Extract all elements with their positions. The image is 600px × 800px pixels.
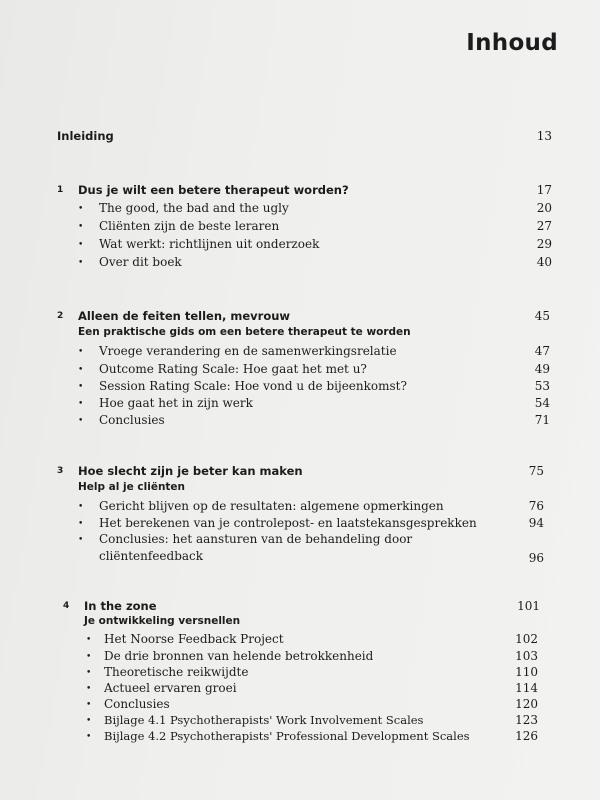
item-label-continued: cliëntenfeedback [99,549,204,563]
item-label: Actueel ervaren groei [104,681,237,695]
item-page: 40 [536,255,552,269]
item-page: 102 [515,632,538,646]
bullet-icon: • [78,347,84,357]
toc-item-continuation [0,549,600,567]
item-page: 76 [528,499,544,513]
chapter-title: Dus je wilt een betere therapeut worden? [78,183,349,197]
chapter-subtitle-row [0,326,600,344]
chapter-page: 75 [528,464,544,478]
chapter-1-heading [0,183,600,201]
bullet-icon: • [86,652,92,662]
item-label: Conclusies [104,697,170,711]
bullet-icon: • [78,258,84,268]
item-label: Het berekenen van je controlepost- en laatstekansgesprekken [99,516,477,530]
chapter-3-heading [0,464,600,482]
item-page: 53 [534,379,550,393]
bullet-icon: • [78,222,84,232]
chapter-2-heading [0,309,600,327]
item-label: Conclusies: het aansturen van de behandeling door [99,532,413,546]
toc-item [0,237,600,255]
bullet-icon: • [78,382,84,392]
item-page: 49 [534,362,550,376]
item-label: Wat werkt: richtlijnen uit onderzoek [99,237,320,251]
chapter-title: Alleen de feiten tellen, mevrouw [78,309,291,323]
chapter-page: 17 [536,183,552,197]
item-label: The good, the bad and the ugly [99,201,289,215]
toc-item [0,396,600,414]
chapter-subtitle-row [0,615,600,633]
item-page: 126 [515,729,538,743]
intro-page: 13 [536,129,552,143]
chapter-title: Hoe slecht zijn je beter kan maken [78,464,303,478]
item-page: 27 [536,219,552,233]
item-label: Cliënten zijn de beste leraren [99,219,280,233]
bullet-icon: • [86,635,92,645]
bullet-icon: • [86,700,92,710]
chapter-subtitle: Een praktische gids om een betere therapeut te worden [78,326,411,338]
item-page: 20 [536,201,552,215]
toc-item [0,532,600,550]
bullet-icon: • [86,668,92,678]
chapter-title: In the zone [84,599,157,613]
chapter-subtitle-row [0,481,600,499]
bullet-icon: • [78,535,84,545]
item-page: 47 [534,344,550,358]
item-label: Bijlage 4.1 Psychotherapists' Work Involvement Scales [104,713,424,727]
item-label: Session Rating Scale: Hoe vond u de bijeenkomst? [99,379,407,393]
bullet-icon: • [78,416,84,426]
item-label: Theoretische reikwijdte [104,665,249,679]
chapter-page: 101 [517,599,540,613]
bullet-icon: • [78,519,84,529]
item-page: 123 [515,713,538,727]
toc-item [0,499,600,517]
bullet-icon: • [78,365,84,375]
chapter-number: 3 [57,466,64,476]
item-label: Over dit boek [99,255,182,269]
item-page: 120 [515,697,538,711]
item-page: 54 [534,396,550,410]
intro-label: Inleiding [57,129,114,143]
bullet-icon: • [78,502,84,512]
chapter-page: 45 [534,309,550,323]
item-page: 96 [528,551,544,565]
page-title: Inhoud [466,30,558,56]
toc-item [0,413,600,431]
toc-item [0,219,600,237]
item-label: Outcome Rating Scale: Hoe gaat het met u? [99,362,367,376]
toc-intro-entry [0,129,600,147]
toc-item [0,379,600,397]
item-page: 114 [515,681,538,695]
toc-item [0,362,600,380]
chapter-number: 2 [57,311,64,321]
item-page: 29 [536,237,552,251]
toc-item [0,255,600,273]
item-label: Het Noorse Feedback Project [104,632,284,646]
toc-item [0,344,600,362]
item-page: 103 [515,649,538,663]
chapter-number: 1 [57,185,64,195]
item-label: Bijlage 4.2 Psychotherapists' Professional Development Scales [104,729,470,743]
item-label: De drie bronnen van helende betrokkenheid [104,649,374,663]
bullet-icon: • [78,399,84,409]
toc-item [0,729,600,747]
bullet-icon: • [86,732,92,742]
item-label: Vroege verandering en de samenwerkingsrelatie [99,344,397,358]
item-label: Gericht blijven op de resultaten: algemene opmerkingen [99,499,444,513]
item-page: 110 [515,665,538,679]
item-label: Hoe gaat het in zijn werk [99,396,253,410]
item-page: 71 [534,413,550,427]
toc-item [0,201,600,219]
chapter-subtitle: Je ontwikkeling versnellen [84,615,241,627]
bullet-icon: • [78,204,84,214]
chapter-number: 4 [63,601,70,611]
bullet-icon: • [78,240,84,250]
item-label: Conclusies [99,413,165,427]
toc-item [0,632,600,650]
item-page: 94 [528,516,544,530]
bullet-icon: • [86,684,92,694]
bullet-icon: • [86,716,92,726]
chapter-subtitle: Help al je cliënten [78,481,186,493]
